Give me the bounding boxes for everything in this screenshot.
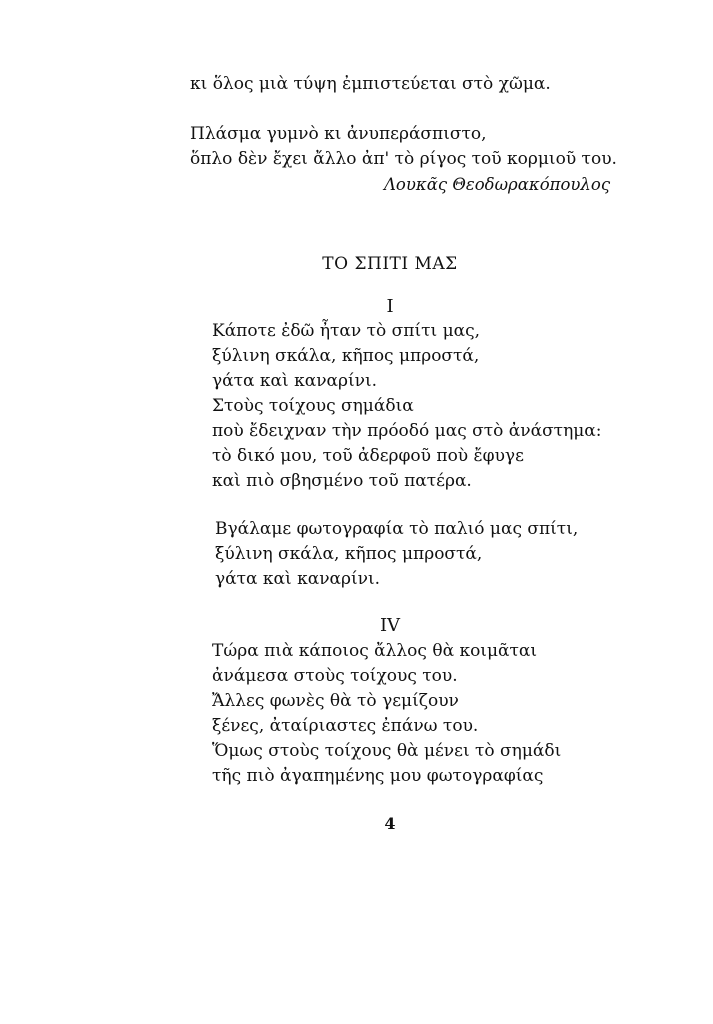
poem-line: Τώρα πιὰ κάποιος ἄλλος θὰ κοιμᾶται [212,641,538,661]
poem-line: Πλάσμα γυμνὸ κι ἀνυπεράσπιστο, [190,124,487,144]
poem-line: Ἄλλες φωνὲς θὰ τὸ γεμίζουν [212,691,459,711]
poem-line: Κάποτε ἐδῶ ἦταν τὸ σπίτι μας, [212,321,481,341]
poem-line: γάτα καὶ καναρίνι. [212,371,378,391]
poem-line: τῆς πιὸ ἀγαπημένης μου φωτογραφίας [212,766,544,786]
section-numeral: I [386,296,394,317]
page-number: 4 [384,814,396,833]
poem-line: Στοὺς τοίχους σημάδια [212,396,414,416]
author-signature: Λουκᾶς Θεοδωρακόπουλος [384,175,611,194]
poem-line: ξύλινη σκάλα, κῆπος μπροστά, [215,544,483,564]
poem-line: ξένες, ἀταίριαστες ἐπάνω του. [212,716,479,736]
poem-line: Ὅμως στοὺς τοίχους θὰ μένει τὸ σημάδι [212,741,562,761]
poem-title: ΤΟ ΣΠΙΤΙ ΜΑΣ [322,254,458,274]
poem-line: Βγάλαμε φωτογραφία τὸ παλιό μας σπίτι, [215,519,579,539]
poem-line: ὅπλο δὲν ἔχει ἄλλο ἀπ' τὸ ρίγος τοῦ κορμιοῦ του. [190,149,617,169]
poem-line: ἀνάμεσα στοὺς τοίχους του. [212,666,458,686]
poem-line: γάτα καὶ καναρίνι. [215,569,381,589]
poem-line: τὸ δικό μου, τοῦ ἀδερφοῦ ποὺ ἔφυγε [212,446,524,466]
section-numeral: IV [379,615,401,636]
poem-line: καὶ πιὸ σβησμένο τοῦ πατέρα. [212,471,472,491]
poem-line: κι ὅλος μιὰ τύψη ἐμπιστεύεται στὸ χῶμα. [190,74,551,94]
poem-line: ξύλινη σκάλα, κῆπος μπροστά, [212,346,480,366]
poem-line: ποὺ ἔδειχναν τὴν πρόοδό μας στὸ ἀνάστημα: [212,421,602,441]
